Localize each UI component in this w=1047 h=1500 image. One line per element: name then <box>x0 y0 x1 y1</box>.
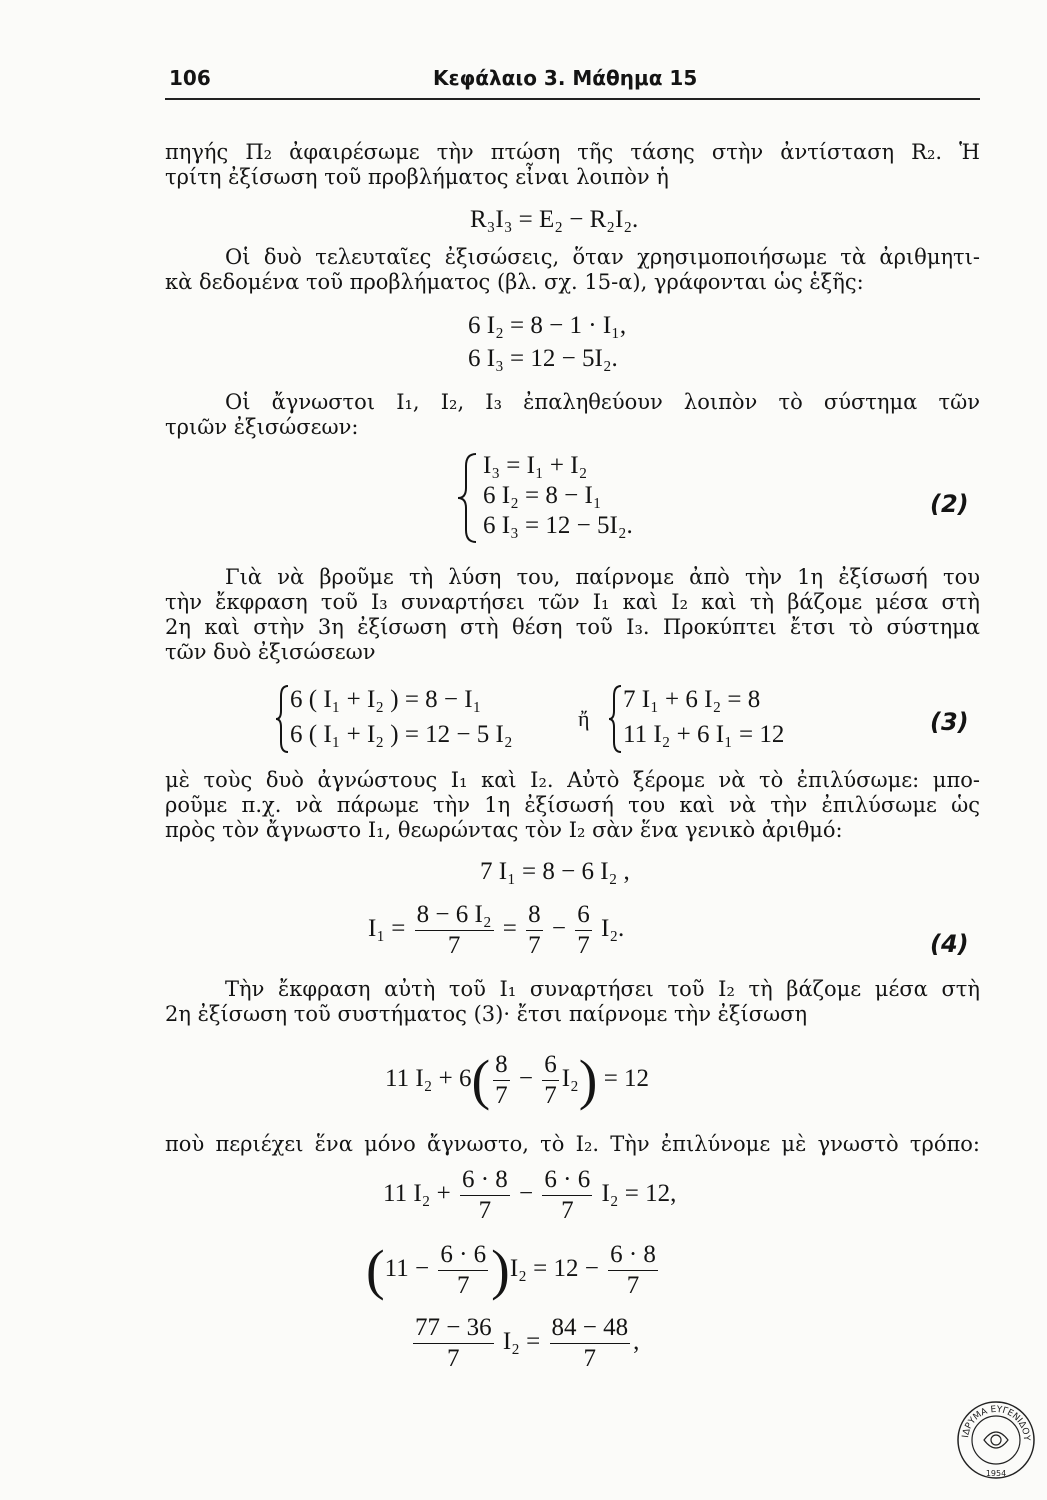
running-header <box>165 64 980 98</box>
numerator: 6 · 6 <box>542 1165 592 1196</box>
denominator: 7 <box>447 932 461 959</box>
system-2-eq-c: 6 I₃ = 12 − 5I₂. <box>483 512 633 539</box>
equals: = <box>502 915 517 943</box>
equation-number-3: (3) <box>930 708 969 736</box>
left-brace-system-2 <box>456 452 480 544</box>
denominator: 7 <box>478 1197 492 1224</box>
equation-e5 <box>385 1050 649 1111</box>
system-3-right-a: 7 I₁ + 6 I₂ = 8 <box>623 686 761 713</box>
equation-e1: R₃I₃ = E₂ − R₂I₂. <box>470 206 639 233</box>
paragraph-2 <box>165 245 980 295</box>
fraction <box>575 900 592 961</box>
fraction <box>460 1165 510 1226</box>
e8-tail: , <box>633 1328 640 1356</box>
equation-e3: 6 I₃ = 12 − 5I₂. <box>468 345 618 372</box>
text-line: ροῦμε π.χ. νὰ πάρωμε τὴν 1η ἐξίσωσή του καὶ νὰ τὴν ἐπιλύσωμε ὡς <box>165 793 980 817</box>
system-3-right-b: 11 I₂ + 6 I₁ = 12 <box>623 721 785 748</box>
numerator: 6 · 6 <box>438 1240 488 1271</box>
system-2-eq-a: I₃ = I₁ + I₂ <box>483 452 588 479</box>
e6-lhs: 11 I₂ + <box>383 1180 451 1208</box>
e8-mid: I₂ = <box>502 1328 541 1356</box>
open-paren: ( <box>471 1049 491 1112</box>
text-line: Τὴν ἔκφραση αὐτὴ τοῦ I₁ συναρτήσει τοῦ I₂ τὴ βάζομε μέσα στὴ <box>225 977 980 1001</box>
equation-e4a: 7 I₁ = 8 − 6 I₂ , <box>480 858 630 885</box>
paragraph-4 <box>165 565 980 665</box>
text-line: μὲ τοὺς δυὸ ἀγνώστους I₁ καὶ I₂. Αὐτὸ ξέρομε νὰ τὸ ἐπιλύσωμε: μπο- <box>165 768 980 792</box>
minus: − <box>518 1065 533 1093</box>
numerator: 8 − 6 I₂ <box>415 900 494 931</box>
denominator: 7 <box>561 1197 574 1224</box>
equation-e8 <box>410 1313 639 1374</box>
foundation-seal <box>956 1400 1036 1480</box>
equation-e6 <box>383 1165 676 1226</box>
minus: − <box>551 915 566 943</box>
open-paren: ( <box>366 1239 385 1302</box>
text-line: τὴν ἔκφραση τοῦ I₃ συναρτήσει τῶν I₁ καὶ I₂ καὶ τὴ βάζομε μέσα στὴ <box>165 590 980 614</box>
text-line: 2η καὶ στὴν 3η ἐξίσωση στὴ θέση τοῦ I₃. Προκύπτει ἔτσι τὸ σύστημα <box>165 615 980 639</box>
paragraph-1 <box>165 140 980 190</box>
equation-e4b <box>368 900 624 961</box>
e6-tail: I₂ = 12, <box>601 1180 677 1208</box>
numerator: 77 − 36 <box>413 1313 494 1344</box>
text-line: Οἱ δυὸ τελευταῖες ἐξισώσεις, ὅταν χρησιμοποιήσωμε τὰ ἀριθμητι- <box>225 245 980 269</box>
paragraph-3 <box>165 390 980 440</box>
numerator: 84 − 48 <box>550 1313 631 1344</box>
paragraph-7 <box>165 1132 980 1157</box>
equation-number-2: (2) <box>930 490 969 518</box>
fraction <box>542 1050 559 1111</box>
denominator: 7 <box>495 1082 508 1109</box>
fraction <box>438 1240 488 1301</box>
text-line: πηγής Π₂ ἀφαιρέσωμε τὴν πτώση τῆς τάσης στὴν ἀντίσταση R₂. Ἡ <box>165 140 980 164</box>
system-3-left-b: 6 ( I₁ + I₂ ) = 12 − 5 I₂ <box>290 721 513 748</box>
denominator: 7 <box>456 1272 470 1299</box>
close-paren: ) <box>578 1049 598 1112</box>
denominator: 7 <box>447 1345 460 1372</box>
fraction <box>413 1313 494 1374</box>
e5-tail: I₂ <box>561 1065 579 1093</box>
denominator: 7 <box>626 1272 640 1299</box>
text-line: πρὸς τὸν ἄγνωστο I₁, θεωρώντας τὸν I₂ σὰν ἕνα γενικὸ ἀριθμό: <box>165 818 843 842</box>
e5-rhs: = 12 <box>603 1065 650 1093</box>
close-paren: ) <box>491 1239 510 1302</box>
equation-e7 <box>366 1240 661 1301</box>
numerator: 6 <box>542 1050 559 1081</box>
fraction <box>542 1165 592 1226</box>
text-line: κὰ δεδομένα τοῦ προβλήματος (βλ. σχ. 15-α), γράφονται ὡς ἑξῆς: <box>165 270 864 294</box>
system-3-left-a: 6 ( I₁ + I₂ ) = 8 − I₁ <box>290 686 482 713</box>
e5-lhs: 11 I₂ + 6 <box>385 1065 472 1093</box>
left-brace-system-3a <box>274 684 290 754</box>
left-brace-system-3b <box>607 684 623 754</box>
header-rule <box>165 98 980 100</box>
fraction <box>493 1050 510 1111</box>
paragraph-5 <box>165 768 980 843</box>
e7-mid: I₂ = 12 − <box>509 1255 599 1283</box>
numerator: 6 <box>575 900 592 931</box>
fraction <box>608 1240 658 1301</box>
denominator: 7 <box>528 932 541 959</box>
chapter-title: Κεφάλαιο 3. Μάθημα 15 <box>433 66 698 90</box>
numerator: 8 <box>526 900 543 931</box>
equation-e2: 6 I₂ = 8 − 1 · I₁, <box>468 312 627 339</box>
fraction <box>526 900 543 961</box>
text-line: τριῶν ἐξισώσεων: <box>165 415 359 439</box>
e4b-lhs: I₁ = <box>368 915 406 943</box>
seal-year: 1954 <box>985 1469 1007 1478</box>
page-number: 106 <box>169 66 211 90</box>
e4b-tail: I₂. <box>601 915 625 943</box>
numerator: 6 · 8 <box>608 1240 658 1271</box>
fraction <box>550 1313 631 1374</box>
numerator: 8 <box>493 1050 510 1081</box>
text-line: Γιὰ νὰ βροῦμε τὴ λύση του, παίρνομε ἀπὸ τὴν 1η ἐξίσωσή του <box>225 565 980 589</box>
text-line: 2η ἐξίσωση τοῦ συστήματος (3)· ἔτσι παίρνομε τὴν ἐξίσωση <box>165 1002 808 1026</box>
text-line: ποὺ περιέχει ἕνα μόνο ἄγνωστο, τὸ I₂. Τὴν ἐπιλύνομε μὲ γνωστὸ τρόπο: <box>165 1132 980 1156</box>
text-line: Οἱ ἄγνωστοι I₁, I₂, I₃ ἐπαληθεύουν λοιπὸν τὸ σύστημα τῶν <box>225 390 980 414</box>
text-line: τρίτη ἐξίσωση τοῦ προβλήματος εἶναι λοιπὸν ἡ <box>165 165 669 189</box>
denominator: 7 <box>544 1082 557 1109</box>
system-2-eq-b: 6 I₂ = 8 − I₁ <box>483 482 602 509</box>
seal-text: ΙΔΡΥΜΑ ΕΥΓΕΝΙΔΟΥ <box>961 1404 1032 1442</box>
fraction <box>415 900 494 961</box>
e7-lhs: 11 − <box>384 1255 430 1283</box>
denominator: 7 <box>583 1345 597 1372</box>
system-3-or: ἤ <box>578 706 590 731</box>
text-line: τῶν δυὸ ἐξισώσεων <box>165 640 376 664</box>
numerator: 6 · 8 <box>460 1165 510 1196</box>
paragraph-6 <box>165 977 980 1027</box>
denominator: 7 <box>577 932 590 959</box>
equation-number-4: (4) <box>930 930 969 958</box>
minus: − <box>519 1180 534 1208</box>
